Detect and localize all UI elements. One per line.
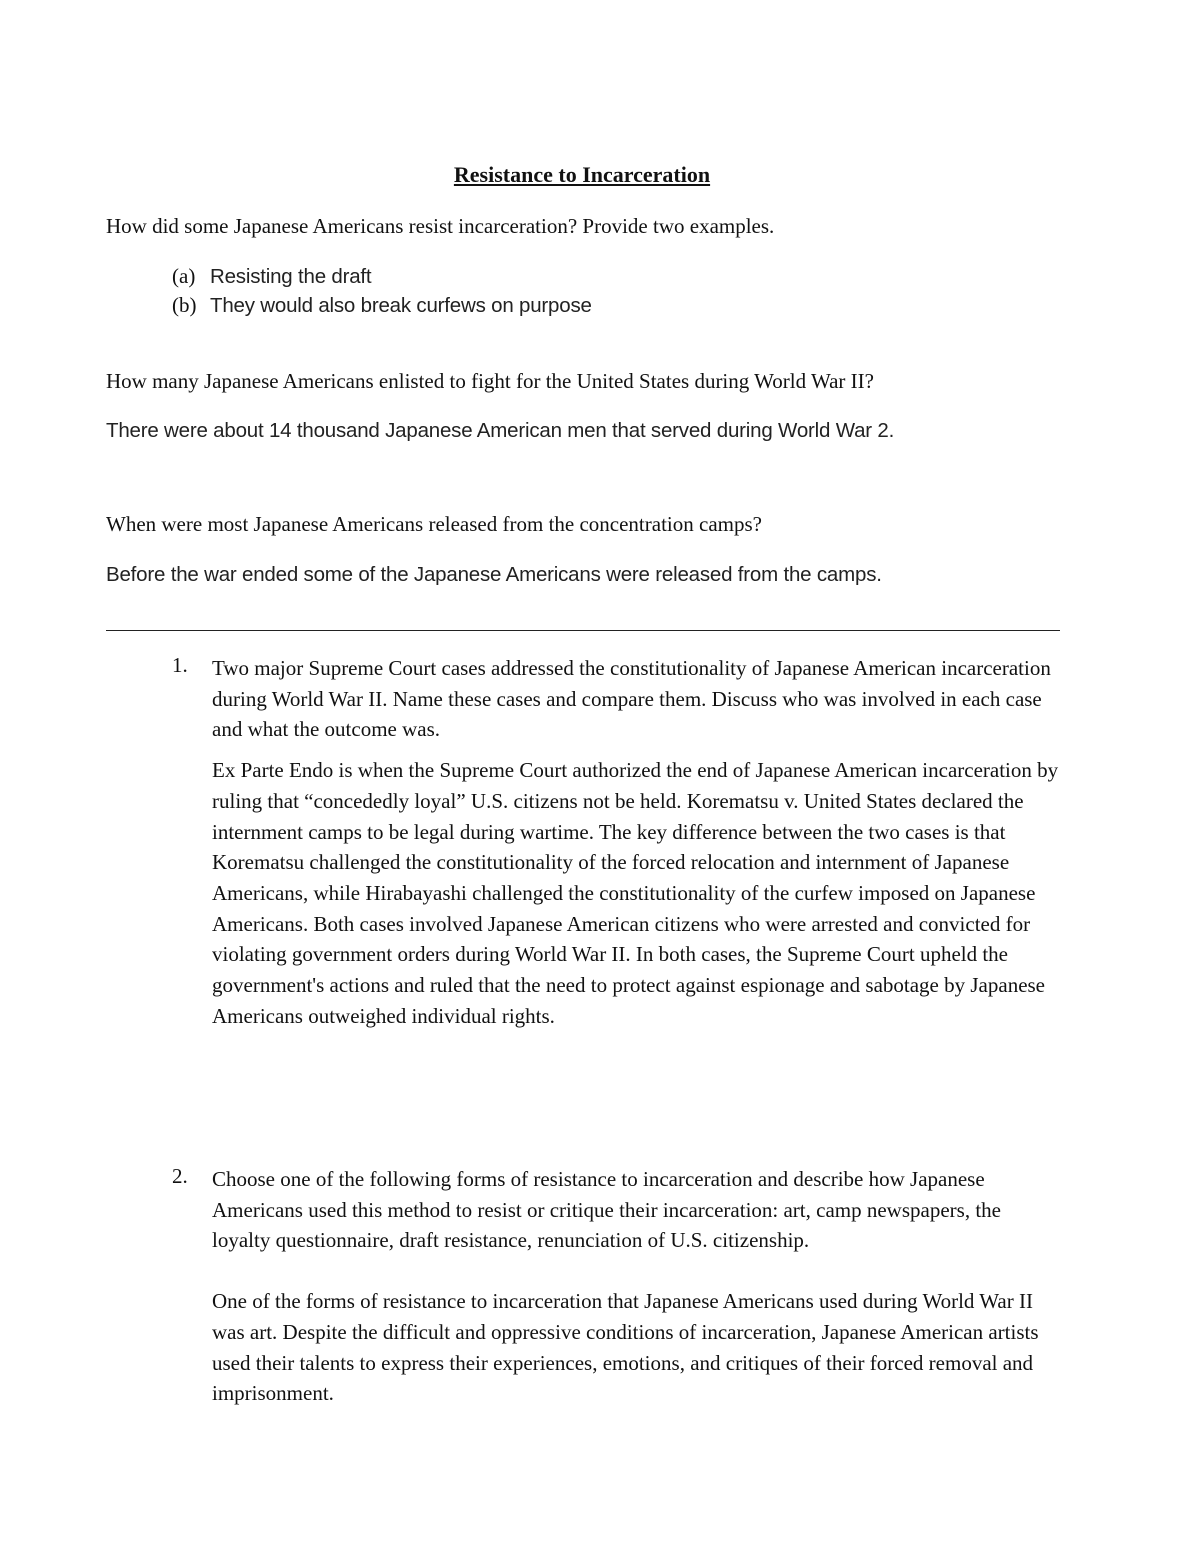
answer-text: They would also break curfews on purpose [210, 294, 592, 317]
numbered-item-2 [172, 1164, 1062, 1409]
list-marker: (b) [172, 293, 197, 317]
document-title: Resistance to Incarceration [453, 162, 711, 187]
horizontal-divider [106, 630, 1060, 631]
list-item [172, 293, 592, 322]
item-number: 2. [172, 1164, 188, 1188]
item-answer: Ex Parte Endo is when the Supreme Court authorized the end of Japanese American incarceration by ruling that “concededly loyal” U.S. citizens not be held. Korematsu v. United States declared the internment camps to be legal during wartime. The key difference between the two cases is that Korematsu challenged the constitutionality of the forced relocation and internment of Japanese Americans, while Hirabayashi challenged the constitutionality of the curfew imposed on Japanese Americans. Both cases involved Japanese American citizens who were arrested and convicted for violating government orders during World War II. In both cases, the Supreme Court upheld the government's actions and ruled that the need to protect against espionage and sabotage by Japanese Americans outweighed individual rights. [212, 758, 1059, 1028]
answer-text: Resisting the draft [210, 265, 372, 288]
item-prompt: Two major Supreme Court cases addressed the constitutionality of Japanese American incarceration during World War II. Name these cases and compare them. Discuss who was involved in each case and what the outcome was. [212, 656, 1051, 742]
item-answer: One of the forms of resistance to incarceration that Japanese Americans used during World War II was art. Despite the difficult and oppressive conditions of incarceration, Japanese American artists used their talents to express their experiences, emotions, and critiques of their forced removal and imprisonment. [212, 1289, 1039, 1406]
question-enlisted: How many Japanese Americans enlisted to fight for the United States during World War II? [106, 369, 874, 393]
list-item [172, 264, 592, 293]
resist-examples-list [172, 264, 592, 322]
answer-released: Before the war ended some of the Japanese Americans were released from the camps. [106, 563, 882, 586]
item-prompt: Choose one of the following forms of resistance to incarceration and describe how Japanese Americans used this method to resist or critique their incarceration: art, camp newspapers, the loyalty questionnaire, draft resistance, renunciation of U.S. citizenship. [212, 1167, 1001, 1253]
list-marker: (a) [172, 264, 196, 288]
question-resist: How did some Japanese Americans resist incarceration? Provide two examples. [106, 214, 775, 238]
answer-enlisted: There were about 14 thousand Japanese American men that served during World War 2. [106, 419, 895, 442]
question-released: When were most Japanese Americans released from the concentration camps? [106, 512, 762, 536]
numbered-item-1 [172, 653, 1062, 1031]
item-number: 1. [172, 653, 188, 677]
